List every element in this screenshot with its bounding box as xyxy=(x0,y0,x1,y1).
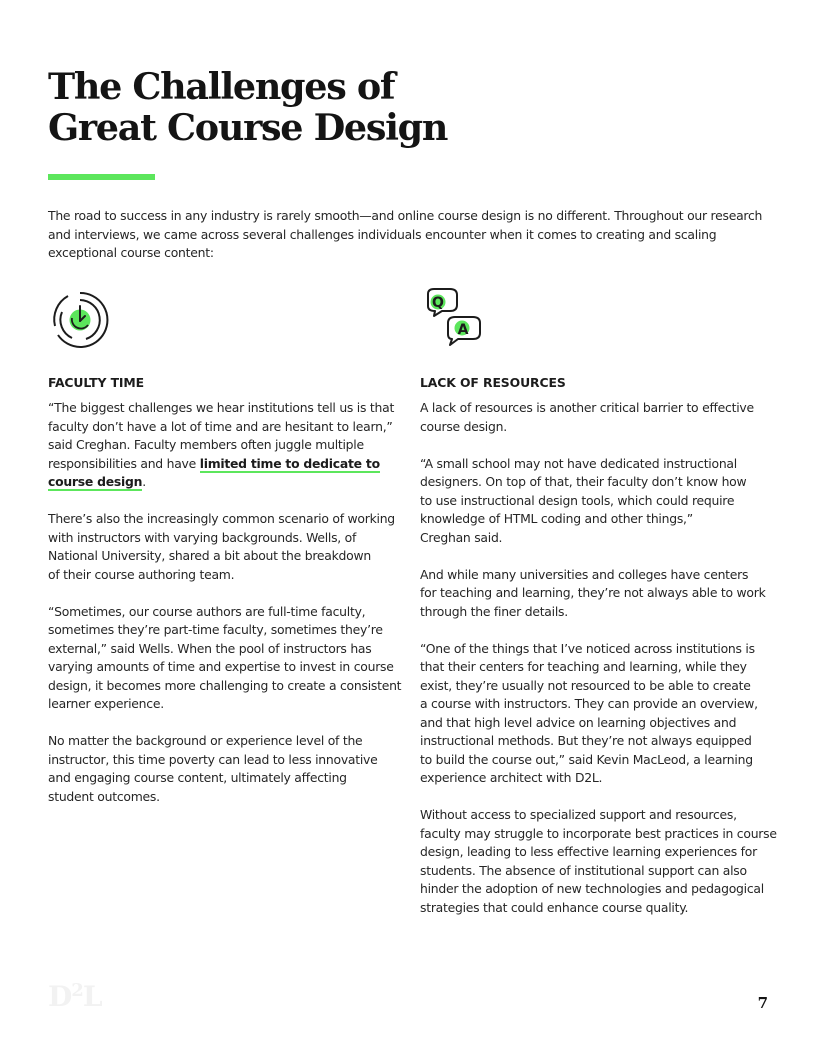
text-line: There’s also the increasingly common scenario of working xyxy=(48,511,395,526)
resources-paragraph xyxy=(420,399,768,436)
text-line xyxy=(48,455,400,474)
text-line: A lack of resources is another critical barrier to effective xyxy=(420,400,754,415)
text-line: course design. xyxy=(420,418,507,434)
text-line: students. The absence of institutional support can also xyxy=(420,862,747,878)
intro-paragraph xyxy=(48,207,764,263)
d2l-logo xyxy=(48,980,102,1013)
text-line: strategies that could enhance course quality. xyxy=(420,899,689,915)
logo-letter: L xyxy=(82,980,102,1013)
text-line: faculty may struggle to incorporate best practices in course xyxy=(420,825,777,841)
text-line: design, leading to less effective learning experiences for xyxy=(420,844,757,859)
section-heading-lack-of-resources: LACK OF RESOURCES xyxy=(420,375,566,390)
text-line: exist, they’re usually not resourced to be able to create xyxy=(420,677,751,693)
text-line: and that high level advice on learning objectives and xyxy=(420,714,737,730)
text-line xyxy=(48,473,400,492)
text-line: a course with instructors. They can provide an overview, xyxy=(420,696,758,711)
text-line: “The biggest challenges we hear institutions tell us is that xyxy=(48,400,395,415)
faculty-time-paragraph xyxy=(48,399,400,492)
title-accent-bar xyxy=(48,174,155,180)
text-line: “A small school may not have dedicated instructional xyxy=(420,455,737,471)
text-line: And while many universities and colleges have centers xyxy=(420,566,749,582)
text-line: faculty don’t have a lot of time and are hesitant to learn,” xyxy=(48,418,393,434)
text-line: National University, shared a bit about the breakdown xyxy=(48,548,371,563)
page-number: 7 xyxy=(757,994,768,1012)
intro-line: exceptional course content: xyxy=(48,245,214,260)
resources-paragraph xyxy=(420,566,768,622)
text-line: instructional methods. But they’re not always equipped xyxy=(420,733,752,748)
text-fragment: . xyxy=(142,474,146,489)
page-title xyxy=(48,66,447,148)
faculty-time-section xyxy=(48,374,400,825)
text-line: No matter the background or experience level of the xyxy=(48,733,363,748)
text-line: experience architect with D2L. xyxy=(420,770,603,785)
text-line: that their centers for teaching and learning, while they xyxy=(420,659,747,674)
clock-icon xyxy=(50,288,110,348)
page-title-line-1: The Challenges of xyxy=(48,65,395,108)
text-line: to use instructional design tools, which could require xyxy=(420,492,735,508)
text-line: design, it becomes more challenging to create a consistent xyxy=(48,677,402,693)
resources-paragraph xyxy=(420,455,768,548)
text-line: of their course authoring team. xyxy=(48,566,235,582)
text-line: knowledge of HTML coding and other things,” xyxy=(420,511,693,526)
limited-time-link[interactable]: limited time to dedicate to xyxy=(199,455,380,471)
text-line: instructor, this time poverty can lead to less innovative xyxy=(48,751,378,767)
text-line: “One of the things that I’ve noticed across institutions is xyxy=(420,640,755,656)
icon-letter-a: A xyxy=(457,322,469,338)
resources-paragraph xyxy=(420,640,768,788)
text-line: with instructors with varying backgrounds. Wells, of xyxy=(48,529,357,545)
text-line: Without access to specialized support and resources, xyxy=(420,807,737,822)
logo-letter: D xyxy=(48,980,72,1013)
text-fragment: responsibilities and have xyxy=(48,455,200,471)
text-line: external,” said Wells. When the pool of instructors has xyxy=(48,640,372,656)
faculty-time-paragraph xyxy=(48,603,400,714)
text-line: hinder the adoption of new technologies and pedagogical xyxy=(420,881,764,896)
text-line: varying amounts of time and expertise to invest in course xyxy=(48,659,394,674)
text-line: learner experience. xyxy=(48,696,164,711)
text-line: through the finer details. xyxy=(420,603,568,619)
intro-line: and interviews, we came across several challenges individuals encounter when it comes to creating and scaling xyxy=(48,226,717,242)
text-line: student outcomes. xyxy=(48,788,160,804)
lack-of-resources-section xyxy=(420,374,777,936)
resources-paragraph xyxy=(420,806,777,917)
text-line: sometimes they’re part-time faculty, sometimes they’re xyxy=(48,622,383,637)
icon-letter-q: Q xyxy=(432,295,444,311)
text-line: and engaging course content, ultimately affecting xyxy=(48,770,347,785)
course-design-link[interactable]: course design xyxy=(48,474,143,489)
text-line: designers. On top of that, their faculty don’t know how xyxy=(420,474,747,489)
faculty-time-paragraph xyxy=(48,510,400,584)
logo-superscript: 2 xyxy=(71,980,83,1001)
faculty-time-paragraph xyxy=(48,732,400,806)
page-title-line-2: Great Course Design xyxy=(48,106,448,149)
text-line: Creghan said. xyxy=(420,529,503,545)
intro-line: The road to success in any industry is rarely smooth—and online course design is no different. Throughout our research xyxy=(48,208,763,223)
text-line: to build the course out,” said Kevin MacLeod, a learning xyxy=(420,751,753,767)
text-line: for teaching and learning, they’re not always able to work xyxy=(420,585,766,600)
question-answer-icon xyxy=(420,285,484,349)
section-heading-faculty-time: FACULTY TIME xyxy=(48,375,145,390)
text-line: said Creghan. Faculty members often juggle multiple xyxy=(48,437,364,452)
text-line: “Sometimes, our course authors are full-time faculty, xyxy=(48,603,366,619)
